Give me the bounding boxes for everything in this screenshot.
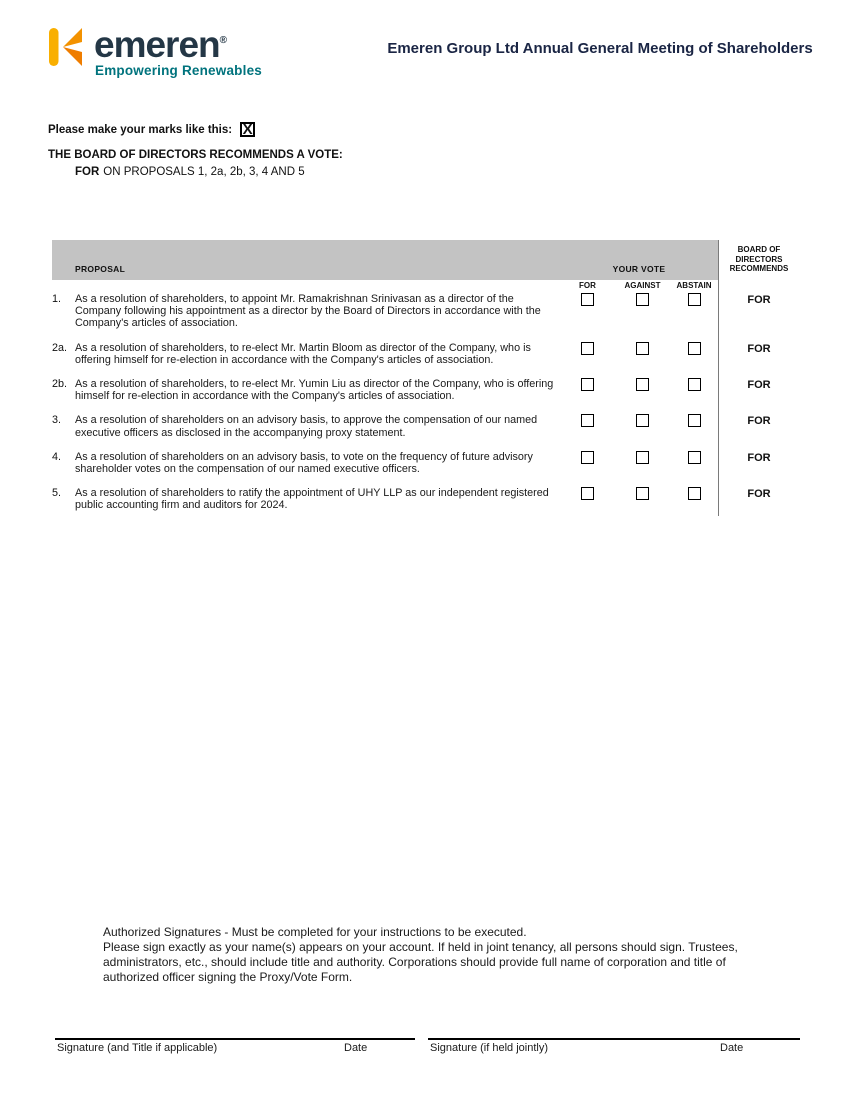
- brand-wordmark: emeren: [94, 24, 220, 65]
- board-recommendation-value: FOR: [747, 342, 771, 355]
- vote-checkbox-1-against[interactable]: [636, 293, 649, 306]
- registered-mark: ®: [219, 35, 228, 46]
- table-header-bar: [52, 240, 718, 280]
- proposal-text: As a resolution of shareholders on an advisory basis, to vote on the frequency of future advisory shareholder votes on the compensation of our named executive officers.: [75, 450, 533, 476]
- board-recommendation-value: FOR: [747, 294, 771, 306]
- recommended-vote: FOR: [75, 166, 100, 178]
- vote-checkbox-5-abstain[interactable]: [688, 487, 701, 500]
- against-column-header: AGAINST: [624, 281, 661, 290]
- sample-mark-icon: X: [240, 122, 255, 137]
- vote-checkbox-2b-for[interactable]: [581, 378, 594, 391]
- proposal-row-5: [52, 487, 800, 511]
- signature-2-label: Signature (if held jointly): [430, 1042, 549, 1054]
- for-column-header: FOR: [579, 281, 596, 290]
- board-recommends-column-header: BOARD OF DIRECTORS RECOMMENDS: [729, 245, 789, 273]
- vote-checkbox-1-for[interactable]: [581, 293, 594, 306]
- proposal-text: As a resolution of shareholders, to re-elect Mr. Yumin Liu as director of the Company, who is offering himself for re-election in accordance with the Company's articles of association.: [75, 378, 554, 403]
- proposal-column-header: PROPOSAL: [75, 264, 126, 274]
- board-recommendation-value: FOR: [747, 415, 771, 428]
- your-vote-column-header: YOUR VOTE: [612, 264, 666, 274]
- vote-checkbox-2b-against[interactable]: [636, 378, 649, 391]
- signature-line-2[interactable]: [428, 1038, 800, 1040]
- document-title: Emeren Group Ltd Annual General Meeting of Shareholders: [387, 40, 813, 57]
- emeren-logo-mark-icon: [48, 24, 86, 68]
- vote-checkbox-2a-for[interactable]: [581, 342, 594, 355]
- proposal-row-2b: [52, 378, 800, 402]
- authorized-signatures-note: [103, 925, 751, 985]
- recommended-proposals: ON PROPOSALS 1, 2a, 2b, 3, 4 AND 5: [103, 166, 305, 178]
- emeren-logo: [48, 24, 262, 78]
- signature-line-1[interactable]: [55, 1038, 415, 1040]
- proposal-number: 1.: [52, 293, 62, 305]
- vote-checkbox-3-against[interactable]: [636, 414, 649, 427]
- authorized-signatures-title: Authorized Signatures - Must be completed for your instructions to be executed.: [103, 925, 527, 939]
- board-recommendation-value: FOR: [747, 488, 771, 501]
- authorized-signatures-body: Please sign exactly as your name(s) appears on your account. If held in joint tenancy, all persons should sign. Trustees, administrators, etc., should include title and authority. Corporations should provide full name of corporation and title of authorized officer signing the Proxy/Vote Form.: [103, 940, 738, 984]
- brand-tagline: Empowering Renewables: [95, 63, 262, 78]
- mark-instruction-label: Please make your marks like this:: [48, 123, 233, 136]
- proposal-rows: [52, 293, 800, 524]
- board-recommendation-heading: THE BOARD OF DIRECTORS RECOMMENDS A VOTE:: [48, 149, 343, 161]
- proposal-row-3: [52, 414, 800, 438]
- vote-checkbox-4-for[interactable]: [581, 451, 594, 464]
- board-recommendation-detail: [75, 166, 305, 178]
- date-1-label: Date: [344, 1042, 368, 1054]
- vote-checkbox-4-abstain[interactable]: [688, 451, 701, 464]
- proposal-table: [52, 240, 800, 520]
- signature-1-label: Signature (and Title if applicable): [57, 1042, 218, 1054]
- proposal-number: 3.: [52, 414, 62, 427]
- mark-instruction: [48, 122, 255, 137]
- board-recommendation-value: FOR: [747, 451, 771, 464]
- proposal-number: 2a.: [52, 341, 68, 354]
- proposal-text: As a resolution of shareholders to ratify the appointment of UHY LLP as our independent registered public accounting firm and auditors for 2024.: [75, 487, 549, 512]
- proposal-row-1: [52, 293, 800, 330]
- proposal-row-4: [52, 451, 800, 475]
- proposal-text: As a resolution of shareholders, to appoint Mr. Ramakrishnan Srinivasan as a director of the Company following his appointment as a director by the Board of Directors in accordance with the Company's articles of association.: [75, 293, 541, 330]
- vote-checkbox-2b-abstain[interactable]: [688, 378, 701, 391]
- proposal-text: As a resolution of shareholders on an advisory basis, to approve the compensation of our named executive officers as disclosed in the accompanying proxy statement.: [75, 414, 538, 439]
- proposal-number: 4.: [52, 450, 62, 463]
- vote-checkbox-3-abstain[interactable]: [688, 414, 701, 427]
- vote-checkbox-1-abstain[interactable]: [688, 293, 701, 306]
- vote-checkbox-5-for[interactable]: [581, 487, 594, 500]
- proposal-number: 5.: [52, 487, 62, 500]
- proposal-row-2a: [52, 342, 800, 366]
- vote-option-headers: [560, 281, 718, 290]
- vote-checkbox-2a-against[interactable]: [636, 342, 649, 355]
- vote-checkbox-4-against[interactable]: [636, 451, 649, 464]
- vote-checkbox-5-against[interactable]: [636, 487, 649, 500]
- proposal-text: As a resolution of shareholders, to re-elect Mr. Martin Bloom as director of the Company, who is offering himself for re-election in accordance with the Company's articles of association.: [75, 341, 531, 366]
- proposal-number: 2b.: [52, 378, 68, 391]
- date-2-label: Date: [720, 1042, 744, 1054]
- vote-checkbox-2a-abstain[interactable]: [688, 342, 701, 355]
- abstain-column-header: ABSTAIN: [676, 281, 712, 290]
- board-recommendation-value: FOR: [747, 379, 771, 392]
- vote-checkbox-3-for[interactable]: [581, 414, 594, 427]
